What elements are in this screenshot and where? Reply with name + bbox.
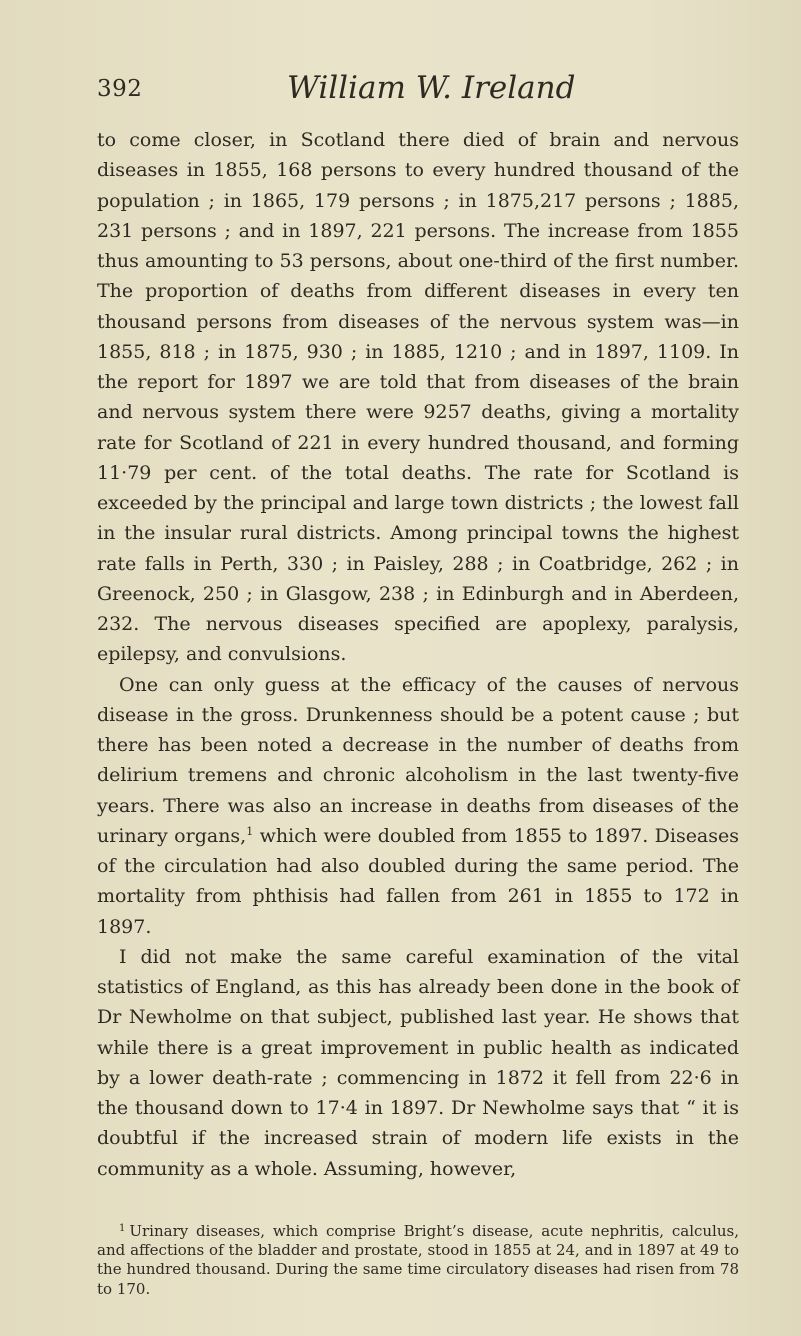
paragraph-2-before: One can only guess at the efficacy of the causes of nervous disease in the gross. Drunkenness should be a potent cause ; but there has been noted a decrease in the number of deaths from delirium tremens and chronic alcoholism in the last twenty-five years. There was also an increase in deaths from diseases of the urinary organs, — [97, 673, 739, 847]
body-text — [97, 125, 739, 1184]
page-header — [97, 68, 737, 108]
footnote-paragraph — [97, 1222, 739, 1299]
footnote-reference: 1 — [246, 824, 254, 838]
footnote — [97, 1222, 739, 1299]
footnote-text: Urinary diseases, which comprise Bright’s disease, acute nephritis, calculus, and affections of the bladder and prostate, stood in 1855 at 24, and in 1897 at 49 to the hundred thousand. During the same time circulatory diseases had risen from 78 to 170. — [97, 1222, 739, 1298]
running-head: William W. Ireland — [287, 70, 576, 106]
paragraph-3: I did not make the same careful examination of the vital statistics of England, as this has already been done in the book of Dr Newholme on that subject, published last year. He shows that while there is a great improvement in public health as indicated by a lower death-rate ; commencing in 1872 it fell from 22·6 in the thousand down to 17·4 in 1897. Dr Newholme says that “ it is doubtful if the increased strain of modern life exists in the community as a whole. Assuming, however, — [97, 945, 739, 1180]
paragraph-2-after: which were doubled from 1855 to 1897. Diseases of the circulation had also doubled during the same period. The mortality from phthisis had fallen from 261 in 1855 to 172 in 1897. — [97, 824, 740, 938]
paragraph-1: to come closer, in Scotland there died of brain and nervous diseases in 1855, 168 persons to every hundred thousand of the population ; in 1865, 179 persons ; in 1875,217 persons ; 1885, 231 persons ; and in 1897, 221 persons. The increase from 1855 thus amounting to 53 persons, about one-third of the first number. The proportion of deaths from different diseases in every ten thousand persons from diseases of the nervous system was—in 1855, 818 ; in 1875, 930 ; in 1885, 1210 ; and in 1897, 1109. In the report for 1897 we are told that from diseases of the brain and nervous system there were 9257 deaths, giving a mortality rate for Scotland of 221 in every hundred thousand, and forming 11·79 per cent. of the total deaths. The rate for Scotland is exceeded by the principal and large town districts ; the lowest fall in the insular rural districts. Among principal towns the highest rate falls in Perth, 330 ; in Paisley, 288 ; in Coatbridge, 262 ; in Greenock, 250 ; in Glasgow, 238 ; in Edinburgh and in Aberdeen, 232. The nervous diseases specified are apoplexy, paralysis, epilepsy, and convulsions. — [97, 129, 739, 666]
page-number: 392 — [97, 76, 143, 102]
footnote-mark: 1 — [119, 1223, 126, 1234]
paragraph-2 — [97, 670, 739, 942]
